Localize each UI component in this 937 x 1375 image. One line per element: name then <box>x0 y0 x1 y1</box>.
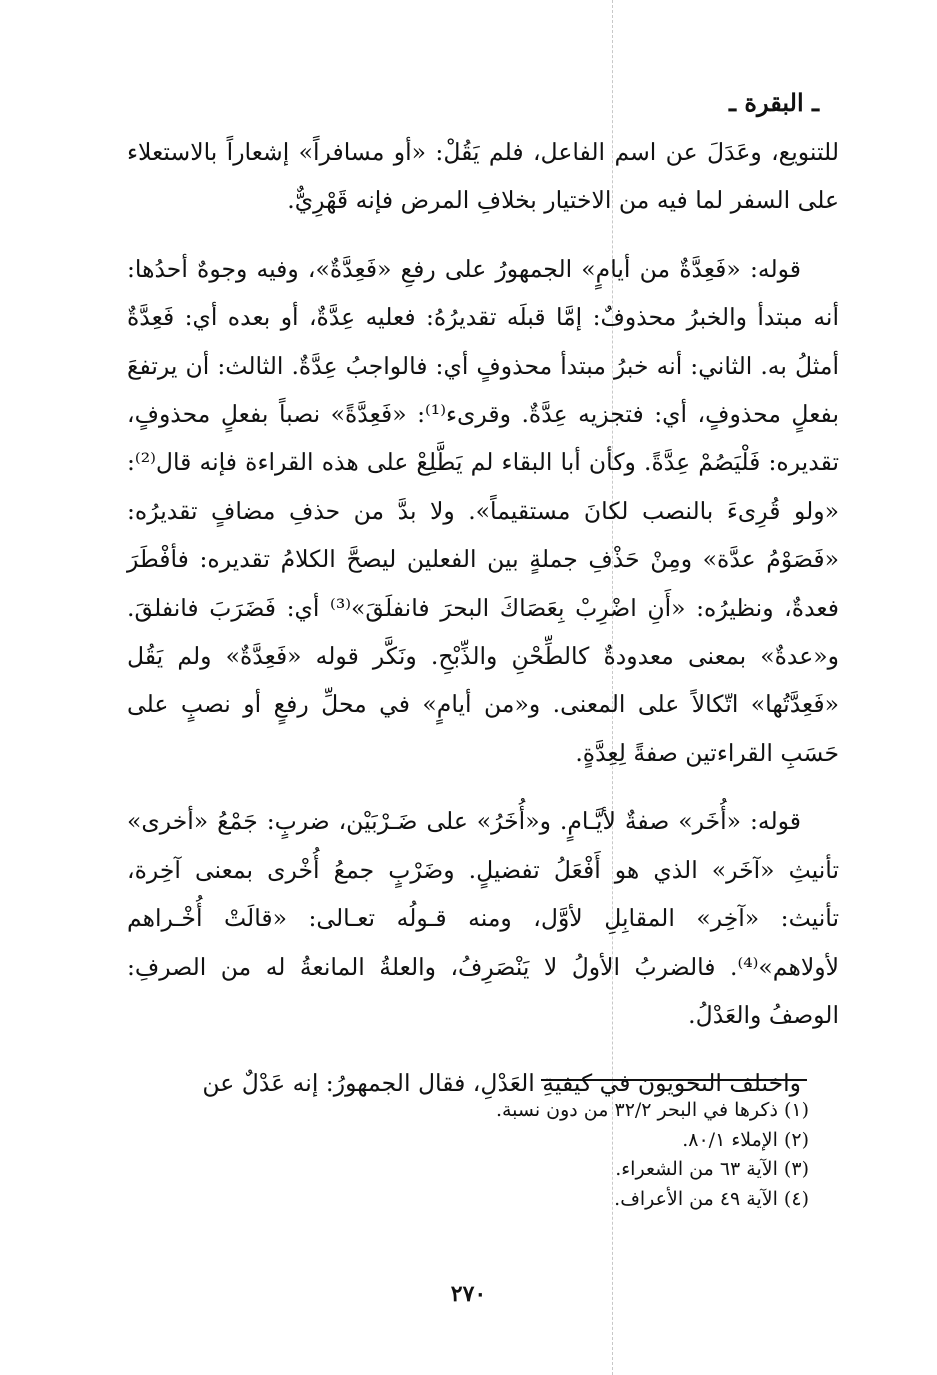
main-text <box>127 128 839 1108</box>
paragraph-fa-iddatun: قوله: «فَعِدَّةٌ من أيامٍ» الجمهورُ على رفعِ «فَعِدَّةٌ»، وفيه وجوهٌ أحدُها: أنه مبتدأ والخبرُ محذوفٌ: إمَّا قبلَه تقديرُهُ: فعليه عِدَّةٌ، أو بعده أي: فَعِدَّةٌ أمثلُ به. الثاني: أنه خبرُ مبتدأ محذوفٍ أي: فالواجبُ عِدَّةٌ. الثالث: أن يرتفعَ بفعلٍ محذوفٍ، أي: فتجزيه عِدَّةٌ. وقرىء⁽¹⁾: «فَعِدَّةً» نصباً بفعلٍ محذوفٍ، تقديره: فَلْيَصُمْ عِدَّةً. وكأن أبا البقاء لم يَطَّلِعْ على هذه القراءة فإنه قال⁽²⁾: «ولو قُرِىءَ بالنصب لكانَ مستقيماً». ولا بدَّ من حذفِ مضافٍ تقديرُه: «فَصَوْمُ عدَّة» ومِنْ حَذْفِ جملةٍ بين الفعلين ليصحَّ الكلامُ تقديره: فأفْطَرَ فعدةٌ، ونظيرُه: «أَنِ اضْرِبْ بِعَصَاكَ البحرَ فانفلَقَ»⁽³⁾ أي: فَضَرَبَ فانفلقَ. و«عدةٌ» بمعنى معدودةٌ كالطِّحْنِ والذِّبْحِ. ونَكَّر قوله «فَعِدَّةٌ» ولم يَقُل «فَعِدَّتُها» اتّكالاً على المعنى. و«من أيامٍ» في محلِّ رفعٍ أو نصبٍ على حَسَبِ القراءتين صفةً لِعِدَّةٍ. <box>127 254 839 767</box>
footnote-item: (١) ذكرها في البحر ٣٢/٢ من دون نسبة. <box>495 1099 809 1121</box>
footnote-item: (٣) الآية ٦٣ من الشعراء. <box>615 1158 809 1180</box>
paragraph-adl: واختلف النحويون في كيفيةِ العَدْلِ، فقال الجمهورُ: إنه عَدْلٌ عن <box>202 1069 801 1098</box>
paragraph-continuation: للتنويع، وعَدَلَ عن اسم الفاعل، فلم يَقُلْ: «أو مسافراً» إشعاراً بالاستعلاء على السفر لما فيه من الاختيار بخلافِ المرض فإنه قَهْرِيٌّ. <box>127 138 839 215</box>
footnote-item: (٤) الآية ٤٩ من الأعراف. <box>614 1187 809 1210</box>
footnote-item: (٢) الإملاء ٨٠/١. <box>682 1128 809 1151</box>
page-number: ٢٧٠ <box>450 1281 487 1307</box>
running-head: ـ البقرة ـ <box>729 88 819 117</box>
footnotes <box>129 1096 809 1214</box>
paragraph-ukhar: قوله: «أُخَر» صفةٌ لأيَّـامٍ. و«أُخَرُ» على ضَـرْبَيْن، ضربٍ: جَمْعُ «أخرى» تأنيثِ «آخَر» الذي هو أَفْعَلُ تفضيلٍ. وضَرْبٍ جمعُ أُخْرى بمعنى آخِرة، تأنيث: «آخِر» المقابِلِ لأوَّل، ومنه قـولُه تعـالى: «قالَتْ أُخْـراهم لأولاهم»⁽⁴⁾. فالضربُ الأولُ لا يَنْصَرِفُ، والعلةُ المانعةُ له من الصرفِ: الوصفُ والعَدْلُ. <box>127 807 839 1029</box>
footnote-divider <box>541 1079 807 1081</box>
